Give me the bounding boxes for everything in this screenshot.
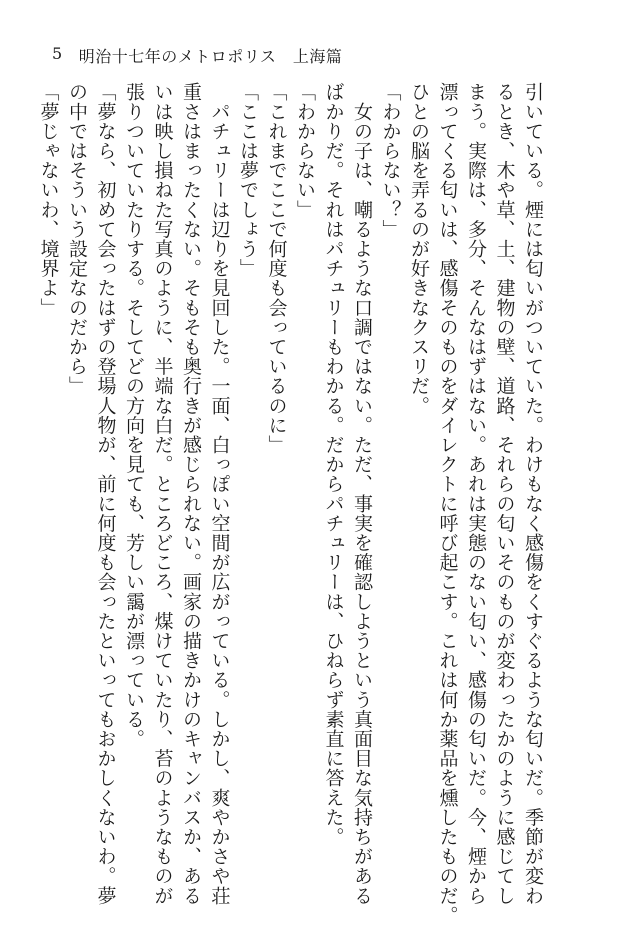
text-line: 張りついていたりする。そしてどの方向を見ても、芳しい靄が漂っている。	[123, 82, 145, 749]
text-line: 「ここは夢でしょう」	[237, 82, 259, 278]
text-line: 「これまでここで何度も会っているのに」	[265, 82, 288, 455]
text-line: ばかりだ。それはパチュリーもわかる。だからパチュリーは、ひねらず素直に答えた。	[322, 82, 345, 847]
text-line: 「夢じゃないわ、境界よ」	[37, 82, 60, 318]
vertical-text-block	[34, 82, 547, 925]
text-line: 女の子は、嘲るような口調ではない。ただ、事実を確認しようという真面目な気持ちがある	[351, 82, 373, 906]
text-line: まう。実際は、多分、そんなはずはない。あれは実態のない匂い、感傷の匂いだ。今、煙から	[465, 82, 487, 906]
text-line: 「夢なら、初めて会ったはずの登場人物が、前に何度も会ったといってもおかしくないわ。夢	[94, 82, 117, 906]
text-line: いは映し損ねた写真のように、半端な白だ。ところどころ、煤けていたり、苔のようなものが	[151, 82, 174, 906]
text-line: パチュリーは辺りを見回した。一面、白っぽい空間が広がっている。しかし、爽やかさや荘	[208, 82, 231, 906]
text-line: ひとの脳を弄るのが好きなクスリだ。	[408, 82, 430, 416]
text-line: 「わからない」	[294, 82, 316, 220]
book-title: 明治十七年のメトロポリス 上海篇	[78, 47, 343, 66]
text-line: の中ではそういう設定なのだから」	[66, 82, 88, 396]
text-line: 引いている。煙には匂いがついていた。わけもなく感傷をくすぐるような匂いだ。季節が変わ	[522, 82, 544, 906]
text-line: るとき、木や草、土、建物の壁、道路、それらの匂いそのものが変わったかのように感じてし	[493, 82, 516, 906]
text-line: 「わからない？」	[379, 82, 402, 239]
text-line: 重さはまったくない。そもそも奥行きが感じられない。画家の描きかけのキャンバスか、ある	[180, 82, 202, 906]
text-line: 漂ってくる匂いは、感傷そのものをダイレクトに呼び起こす。これは何か薬品を燻したものだ。	[436, 82, 459, 925]
running-head	[52, 44, 342, 67]
page-number: 5	[52, 44, 63, 63]
